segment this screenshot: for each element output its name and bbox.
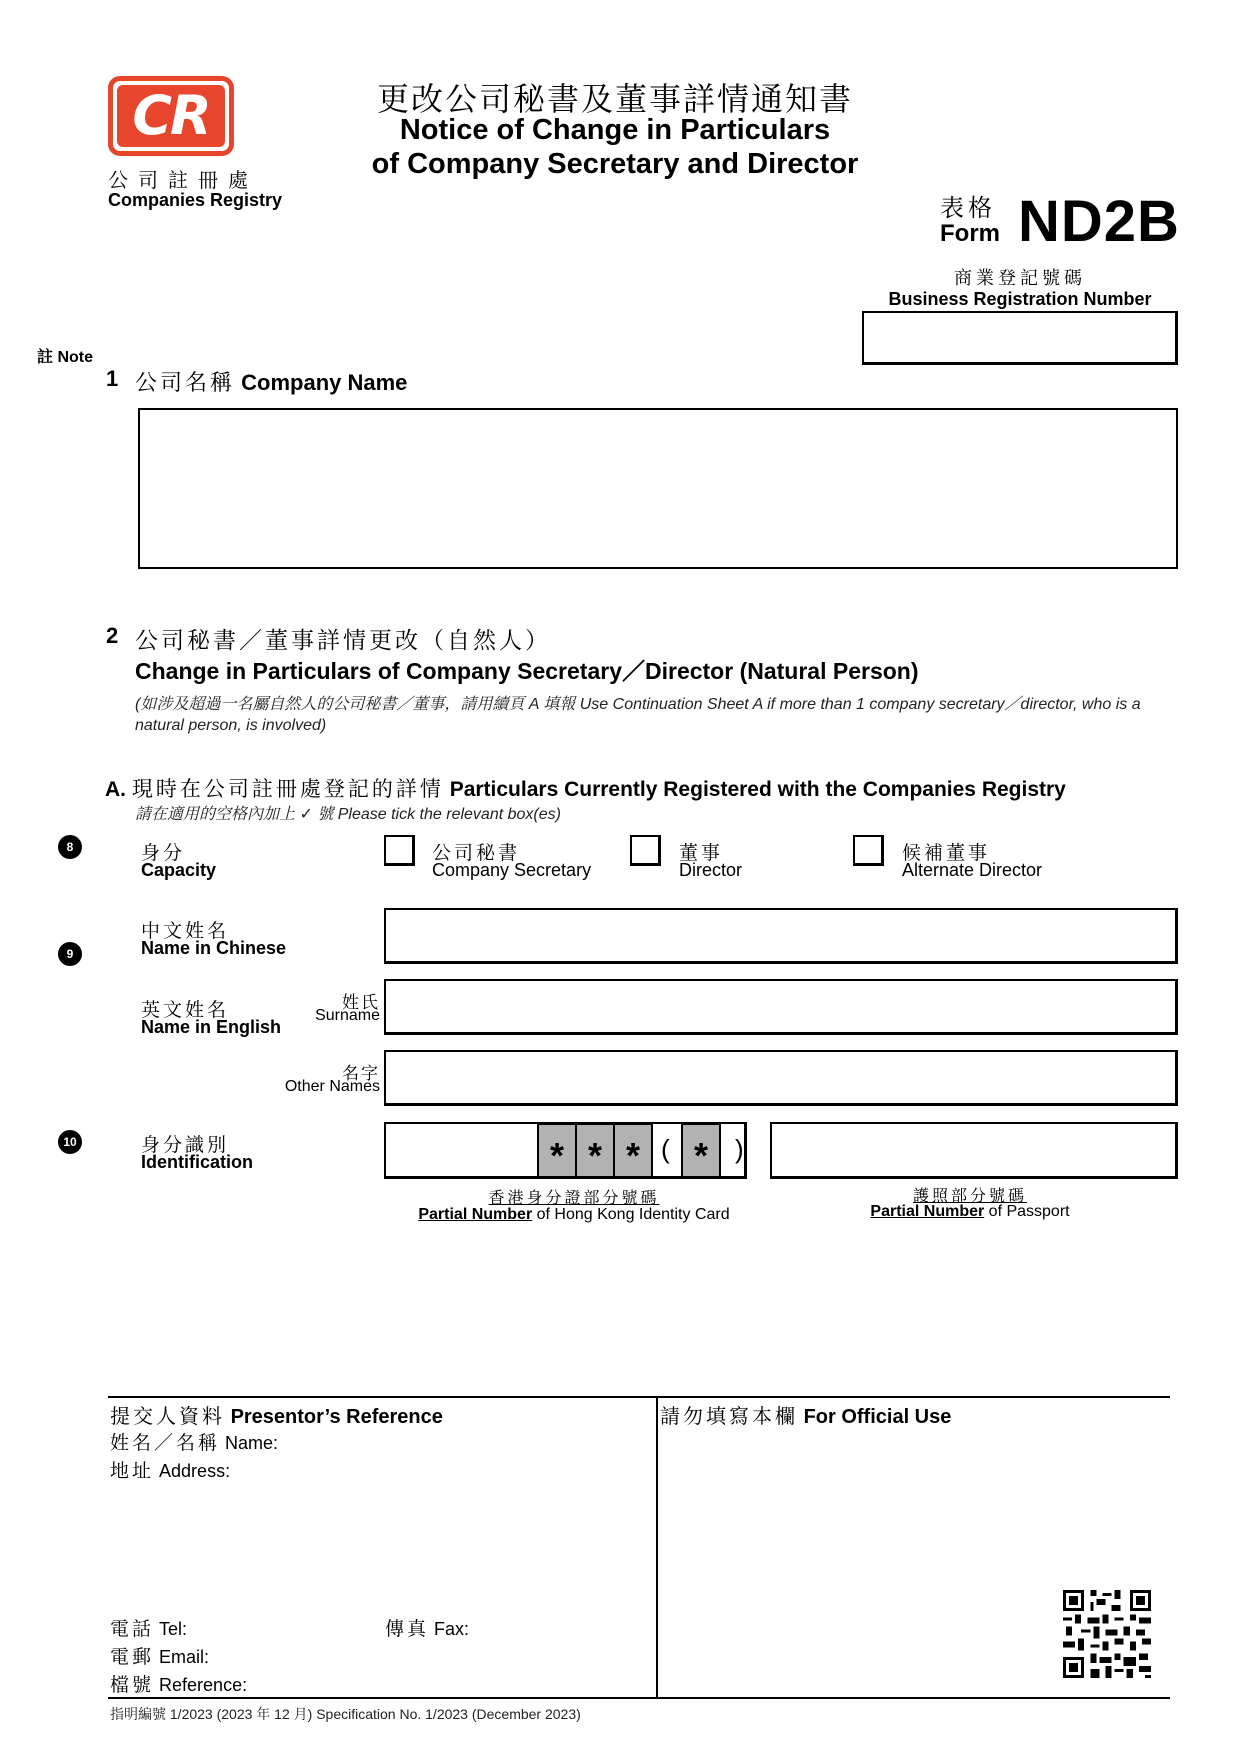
note-8-badge: 8 <box>58 835 82 859</box>
passport-caption-zh: 護照部分號碼 <box>912 1188 1027 1205</box>
hkid-caption-en-bold: Partial Number <box>418 1206 533 1223</box>
brn-label-zh: 商業登記號碼 <box>954 268 1086 288</box>
section-1-title-en: Company Name <box>241 370 408 395</box>
section-1-title-zh: 公司名稱 <box>135 371 236 396</box>
tick-instruction: 請在適用的空格內加上 ✓ 號 Please tick the relevant box(es) <box>135 806 561 823</box>
capacity-label-zh: 身分 <box>141 843 186 864</box>
hkid-caption-zh: 香港身分證部分號碼 <box>488 1190 660 1207</box>
subsection-a-title-en: Particulars Currently Registered with the Companies Registry <box>449 778 1066 801</box>
passport-partial-number-input[interactable] <box>770 1122 1178 1179</box>
presentor-address-label-en: Address: <box>159 1461 231 1481</box>
hkid-masked-digit: * <box>575 1123 615 1178</box>
presentor-address-label-zh: 地址 <box>110 1461 155 1482</box>
presentor-title-en: Presentor’s Reference <box>230 1406 443 1428</box>
presentor-ref-label-zh: 檔號 <box>110 1675 155 1696</box>
hkid-check-digit-close-paren: ) <box>735 1134 744 1164</box>
hkid-check-digit-open-paren: ( <box>661 1134 670 1164</box>
form-title-zh: 更改公司秘書及董事詳情通知書 <box>376 81 853 117</box>
official-use-title-zh: 請勿填寫本欄 <box>660 1404 798 1428</box>
footer-divider <box>656 1396 658 1697</box>
subsection-a-title <box>105 773 1066 803</box>
presentor-reference-title <box>110 1400 443 1429</box>
passport-caption-en-rest: of Passport <box>984 1203 1070 1220</box>
section-1-title <box>135 366 407 397</box>
presentor-tel-field[interactable] <box>110 1614 187 1641</box>
other-names-input[interactable] <box>384 1050 1178 1106</box>
other-names-label-en: Other Names <box>284 1078 380 1095</box>
company-secretary-label-zh: 公司秘書 <box>432 843 521 864</box>
passport-caption-en-bold: Partial Number <box>870 1203 985 1220</box>
section-1-number: 1 <box>106 366 119 391</box>
identification-label-zh: 身分識別 <box>141 1135 230 1156</box>
director-label-en: Director <box>679 860 743 880</box>
company-name-input[interactable] <box>138 408 1178 569</box>
chinese-name-label-en: Name in Chinese <box>141 938 287 958</box>
english-name-label-en: Name in English <box>141 1017 282 1037</box>
presentor-title-zh: 提交人資料 <box>110 1404 225 1428</box>
chinese-name-label-zh: 中文姓名 <box>141 921 230 942</box>
continuation-sheet-note: (如涉及超過一名屬自然人的公司秘書／董事，請用續頁 A 填報 Use Continuation Sheet A if more than 1 company secretary／director, who is a natural person, is involved) <box>135 696 1141 734</box>
identification-label-en: Identification <box>141 1152 253 1172</box>
chinese-name-input[interactable] <box>384 908 1178 964</box>
note-column-label: 註 Note <box>37 349 94 366</box>
surname-label-zh: 姓氏 <box>342 993 380 1012</box>
surname-input[interactable] <box>384 979 1178 1035</box>
english-name-label-zh: 英文姓名 <box>141 1000 230 1021</box>
subsection-a-label: A. <box>105 778 126 801</box>
presentor-address-field[interactable] <box>110 1456 230 1483</box>
presentor-reference-field[interactable] <box>110 1670 247 1697</box>
hkid-masked-digit: * <box>537 1123 577 1178</box>
hkid-masked-check-digit: * <box>681 1123 721 1178</box>
presentor-fax-label-zh: 傳真 <box>385 1619 430 1640</box>
presentor-name-label-en: Name: <box>225 1433 279 1453</box>
form-label-en: Form <box>940 220 1000 247</box>
alternate-director-label-zh: 候補董事 <box>902 843 991 864</box>
section-2-number: 2 <box>106 623 119 648</box>
subsection-a-title-zh: 現時在公司註冊處登記的詳情 <box>131 777 444 801</box>
qr-code-icon <box>1063 1590 1151 1678</box>
company-secretary-checkbox[interactable] <box>384 835 415 866</box>
brn-input[interactable] <box>862 311 1178 365</box>
form-label-zh: 表格 <box>940 195 996 222</box>
footer-bottom-rule <box>108 1697 1170 1699</box>
presentor-name-label-zh: 姓名／名稱 <box>110 1433 221 1454</box>
presentor-fax-label-en: Fax: <box>434 1619 470 1639</box>
director-label-zh: 董事 <box>679 843 724 864</box>
presentor-email-label-zh: 電郵 <box>110 1647 155 1668</box>
official-use-title-en: For Official Use <box>803 1406 952 1428</box>
note-10-badge: 10 <box>58 1130 82 1154</box>
hkid-caption-en <box>384 1206 764 1224</box>
note-9-badge: 9 <box>58 942 82 966</box>
surname-label-en: Surname <box>315 1007 380 1024</box>
presentor-email-field[interactable] <box>110 1642 209 1669</box>
hkid-caption-en-rest: of Hong Kong Identity Card <box>532 1206 730 1223</box>
form-title-en-line1: Notice of Change in Particulars <box>399 114 831 146</box>
companies-registry-logo <box>108 76 234 156</box>
footer-top-rule <box>108 1396 1170 1398</box>
section-2-title-zh: 公司秘書／董事詳情更改（自然人） <box>135 628 551 654</box>
registry-name-zh: 公司註冊處 <box>108 170 258 192</box>
official-use-title <box>660 1400 951 1429</box>
presentor-tel-label-en: Tel: <box>159 1619 188 1639</box>
form-code: ND2B <box>1018 189 1180 254</box>
company-secretary-label-en: Company Secretary <box>432 860 592 880</box>
specification-number: 指明編號 1/2023 (2023 年 12 月) Specification No. 1/2023 (December 2023) <box>110 1706 581 1722</box>
capacity-label-en: Capacity <box>141 860 217 880</box>
form-title-en-line2: of Company Secretary and Director <box>371 148 859 180</box>
hkid-masked-digit: * <box>613 1123 653 1178</box>
logo-text: CR <box>117 85 225 147</box>
alternate-director-label-en: Alternate Director <box>902 860 1043 880</box>
passport-caption-en <box>820 1203 1120 1221</box>
section-2-title-en: Change in Particulars of Company Secretary／Director (Natural Person) <box>135 658 919 684</box>
brn-label-en: Business Registration Number <box>888 289 1152 309</box>
presentor-tel-label-zh: 電話 <box>110 1619 155 1640</box>
director-checkbox[interactable] <box>630 835 661 866</box>
registry-name-en: Companies Registry <box>108 190 283 210</box>
presentor-fax-field[interactable] <box>385 1614 469 1641</box>
other-names-label-zh: 名字 <box>342 1064 380 1083</box>
presentor-ref-label-en: Reference: <box>159 1675 248 1695</box>
alternate-director-checkbox[interactable] <box>853 835 884 866</box>
presentor-name-field[interactable] <box>110 1428 278 1455</box>
presentor-email-label-en: Email: <box>159 1647 210 1667</box>
